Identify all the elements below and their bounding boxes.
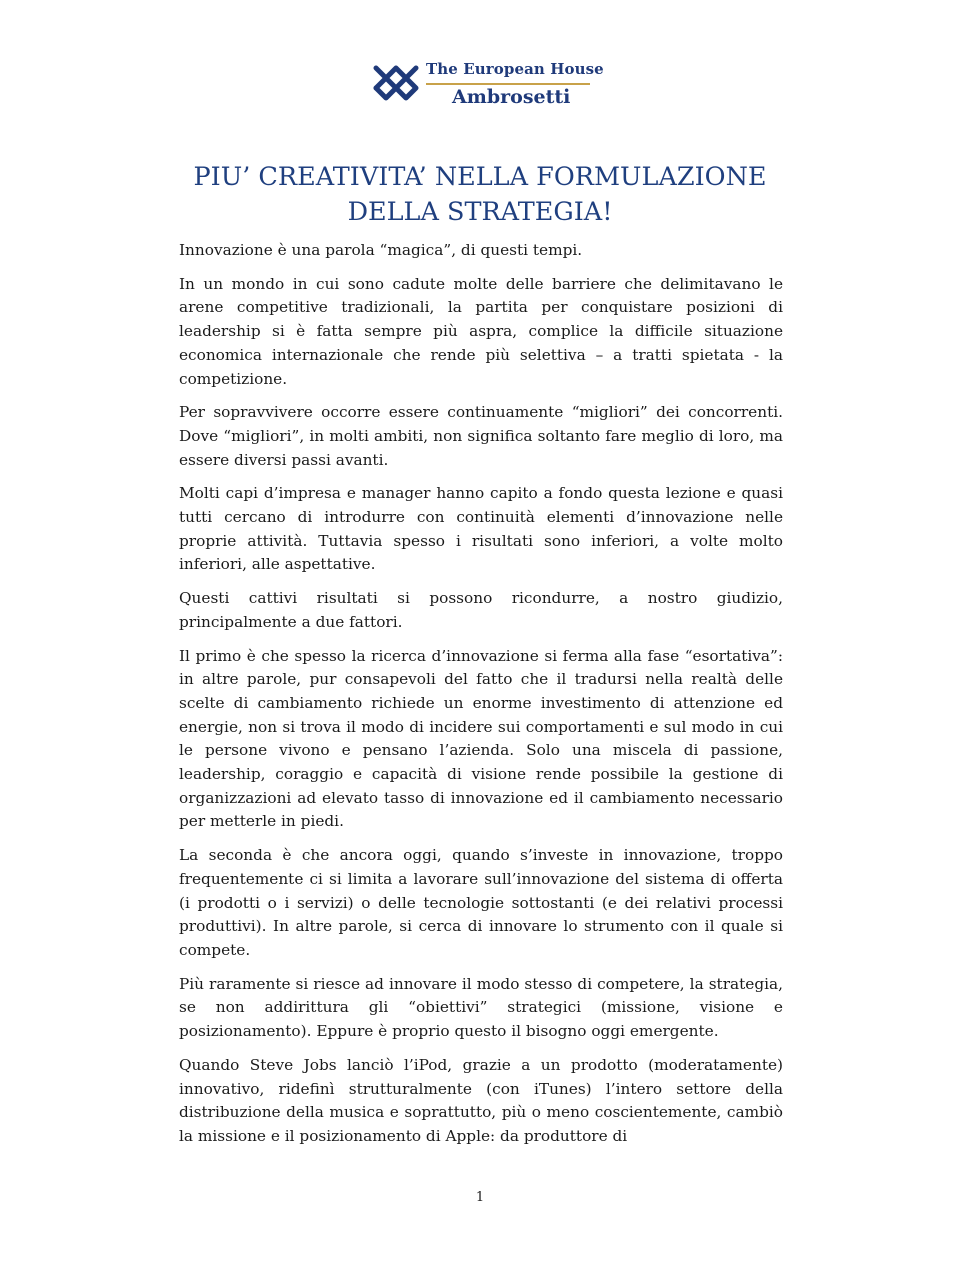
paragraph: La seconda è che ancora oggi, quando s’investe in innovazione, troppo frequentemente ci si limita a lavorare sull’innovazione del sistema di offerta (i prodotti o i servizi) o delle tecnologie sottostanti (e dei relativi processi produttivi). In altre parole, si cerca di innovare lo strumento con il quale si compete. — [179, 846, 783, 959]
paragraph: Questi cattivi risultati si possono ricondurre, a nostro giudizio, principalmente a due fattori. — [179, 589, 783, 631]
logo-divider — [426, 83, 590, 85]
paragraph: Per sopravvivere occorre essere continuamente “migliori” dei concorrenti. Dove “migliori”, in molti ambiti, non significa soltanto fare meglio di loro, ma essere diversi passi avanti. — [179, 403, 783, 469]
paragraph: Il primo è che spesso la ricerca d’innovazione si ferma alla fase “esortativa”: in altre parole, pur consapevoli del fatto che il tradursi nella realtà delle scelte di cambiamento richiede un enorme investimento di attenzione ed energie, non si trova il modo di incidere sui comportamenti e sul modo in cui le persone vivono e pensano l’azienda. Solo una miscela di passione, leadership, coraggio e capacità di visione rende possibile la gestione di organizzazioni ad elevato tasso di innovazione ed il cambiamento necessario per metterle in piedi. — [179, 646, 783, 831]
paragraph: Molti capi d’impresa e manager hanno capito a fondo questa lezione e quasi tutti cercano di introdurre con continuità elementi d’innovazione nelle proprie attività. Tuttavia spesso i risultati sono inferiori, a volte molto inferiori, alle aspettative. — [179, 484, 783, 574]
paragraph: In un mondo in cui sono cadute molte delle barriere che delimitavano le arene competitive tradizionali, la partita per conquistare posizioni di leadership si è fatta sempre più aspra, complice la difficile situazione economica internazionale che rende più selettiva – a tratti spietata - la competizione. — [179, 274, 783, 388]
logo-line-2: Ambrosetti — [452, 86, 571, 108]
title-line-1: PIU’ CREATIVITA’ NELLA FORMULAZIONE — [193, 162, 767, 192]
paragraph: Più raramente si riesce ad innovare il modo stesso di competere, la strategia, se non addirittura gli “obiettivi” strategici (missione, visione e posizionamento). Eppure è proprio questo il bisogno oggi emergente. — [179, 974, 783, 1041]
page-title — [180, 160, 780, 230]
logo-line-1: The European House — [426, 60, 604, 78]
paragraph: Innovazione è una parola “magica”, di questi tempi. — [179, 241, 583, 259]
page-number: 1 — [475, 1190, 485, 1205]
article-body — [179, 239, 783, 1159]
title-line-2: DELLA STRATEGIA! — [347, 197, 613, 227]
ambrosetti-logo-icon — [372, 62, 420, 104]
company-logo — [372, 58, 602, 113]
paragraph: Quando Steve Jobs lanciò l’iPod, grazie a un prodotto (moderatamente) innovativo, ridefinì strutturalmente (con iTunes) l’intero settore della distribuzione della musica e soprattutto, più o meno coscientemente, cambiò la missione e il posizionamento di Apple: da produttore di — [179, 1055, 783, 1145]
